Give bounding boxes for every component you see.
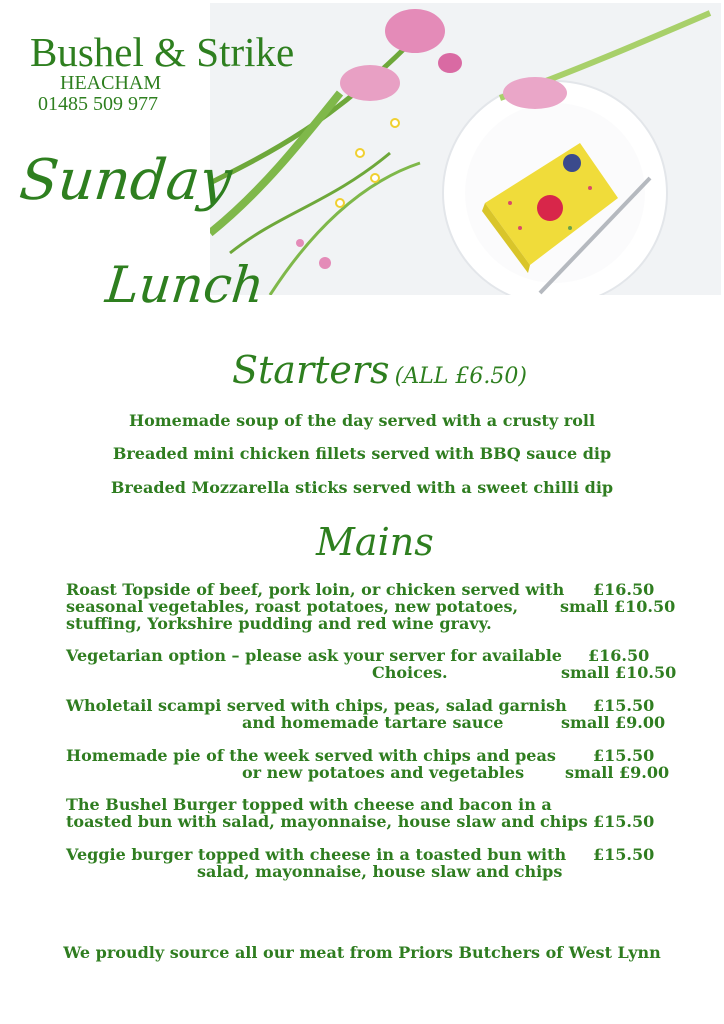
main-item-price: £15.50 (593, 746, 655, 765)
main-item-line: Wholetail scampi served with chips, peas, salad garnish (66, 696, 567, 715)
main-item-line: Choices. (372, 663, 448, 682)
main-item-line: salad, mayonnaise, house slaw and chips (197, 862, 563, 881)
starters-heading-text: Starters (232, 348, 390, 392)
main-item-small-price: small £9.00 (561, 713, 666, 732)
main-item-line: and homemade tartare sauce (242, 713, 504, 732)
title-sunday: Sunday (16, 148, 235, 213)
main-item-price: £15.50 (593, 845, 655, 864)
starters-heading (232, 348, 527, 392)
restaurant-name: Bushel & Strike (30, 29, 295, 75)
starter-item: Breaded mini chicken fillets served with BBQ sauce dip (112, 444, 612, 463)
starters-price-note: (ALL £6.50) (394, 364, 527, 389)
starter-item: Breaded Mozzarella sticks served with a sweet chilli dip (110, 478, 614, 497)
main-item-small-price: small £10.50 (560, 597, 676, 616)
title-lunch: Lunch (102, 256, 267, 314)
main-item-line: The Bushel Burger topped with cheese and bacon in a (66, 795, 552, 814)
main-item-line: toasted bun with salad, mayonnaise, house slaw and chips (66, 812, 588, 831)
footer-note: We proudly source all our meat from Priors Butchers of West Lynn (63, 943, 661, 962)
main-item-line: Roast Topside of beef, pork loin, or chicken served with (66, 580, 565, 599)
restaurant-town: HEACHAM (60, 72, 162, 94)
main-item-price: £15.50 (593, 696, 655, 715)
main-item-line: Vegetarian option – please ask your server for available (66, 646, 562, 665)
main-item-small-price: small £9.00 (565, 763, 670, 782)
main-item-line: Homemade pie of the week served with chips and peas (66, 746, 556, 765)
mains-heading: Mains (316, 520, 434, 564)
main-item-line: Veggie burger topped with cheese in a toasted bun with (66, 845, 567, 864)
main-item-line: stuffing, Yorkshire pudding and red wine gravy. (66, 614, 492, 633)
main-item-line: or new potatoes and vegetables (242, 763, 525, 782)
main-item-price: £16.50 (593, 580, 655, 599)
main-item-small-price: small £10.50 (561, 663, 677, 682)
main-item-price: £16.50 (588, 646, 650, 665)
restaurant-phone: 01485 509 977 (38, 93, 158, 115)
main-item-line: seasonal vegetables, roast potatoes, new potatoes, (66, 597, 519, 616)
starter-item: Homemade soup of the day served with a crusty roll (128, 411, 596, 430)
main-item-price: £15.50 (593, 812, 655, 831)
